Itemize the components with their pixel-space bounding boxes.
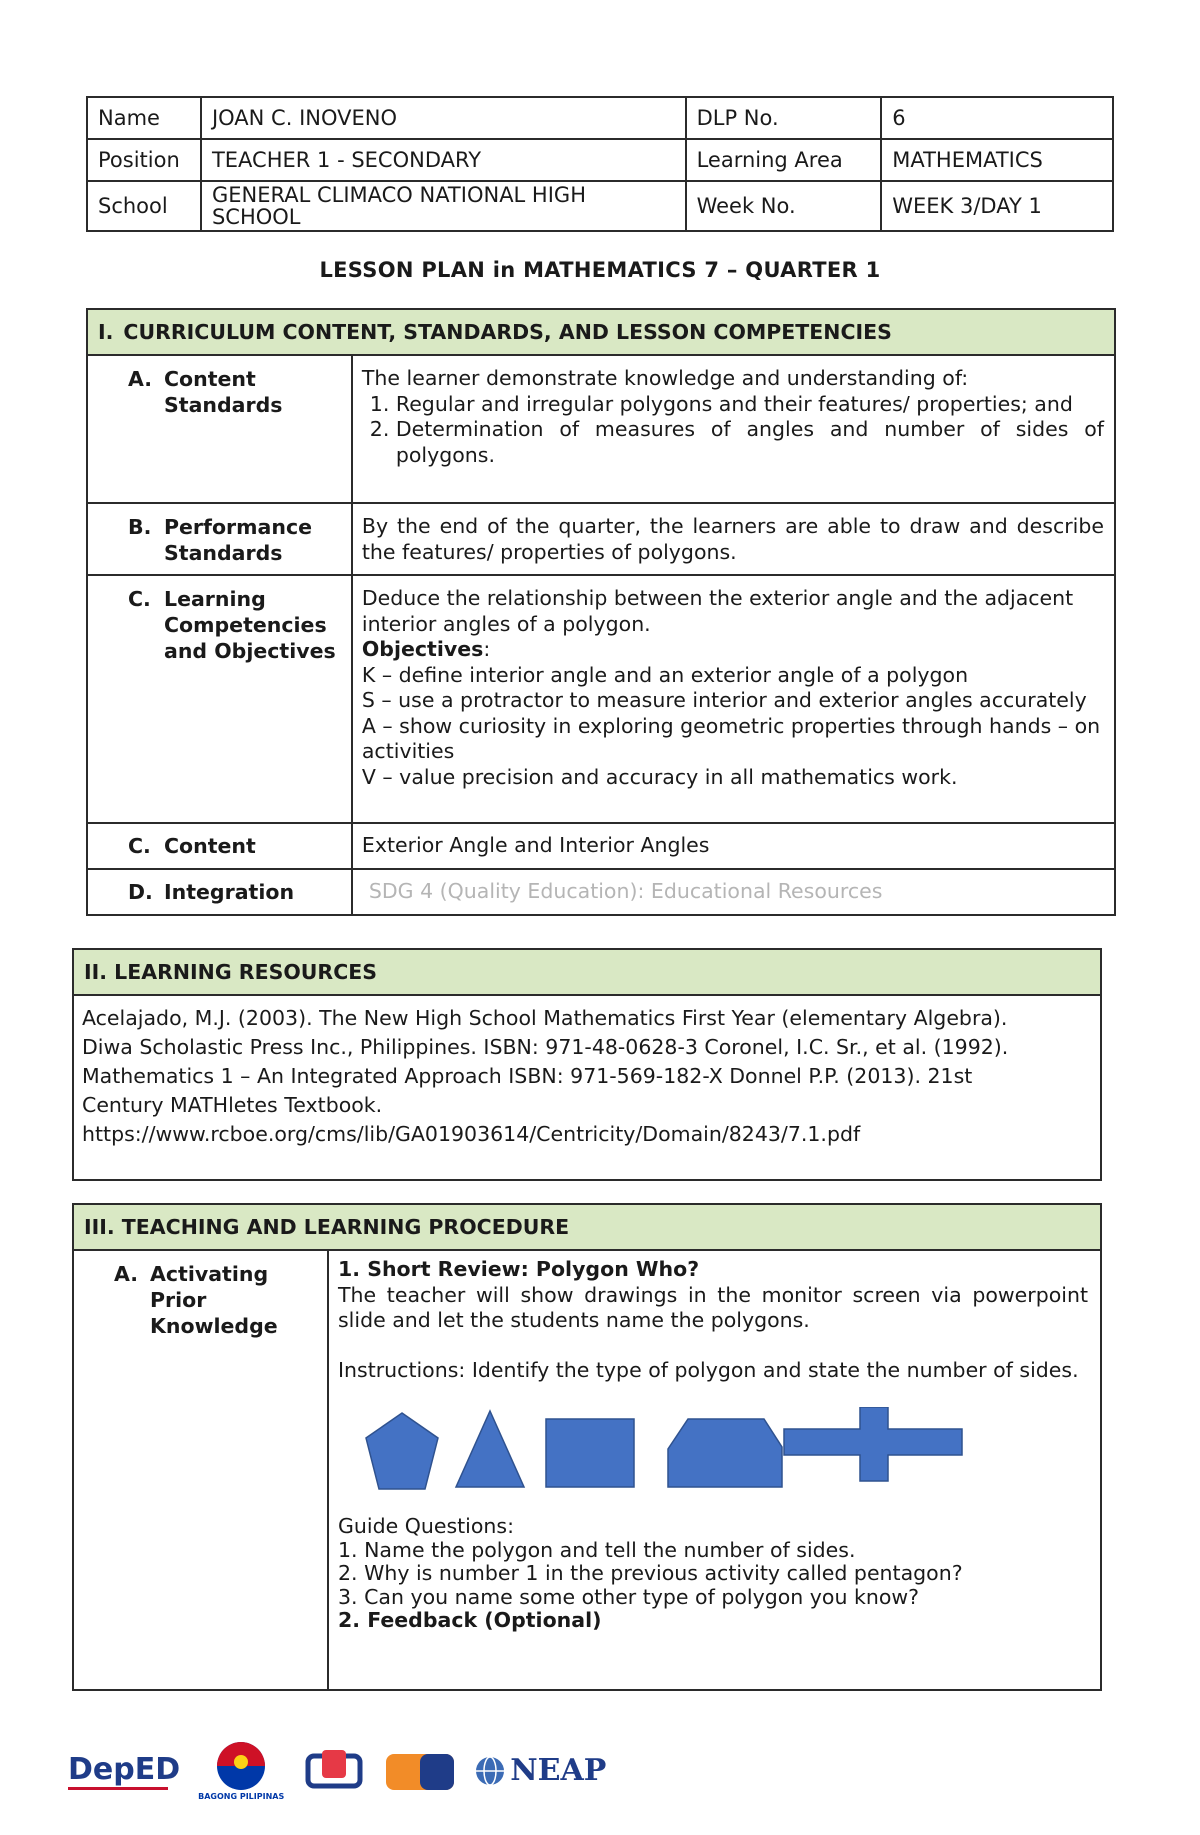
school-label: School <box>87 181 201 231</box>
feedback-title: 2. Feedback (Optional) <box>338 1608 602 1632</box>
polygon-drawings <box>338 1407 1088 1497</box>
resource-line: Diwa Scholastic Press Inc., Philippines. ISBN: 971-48-0628-3 Coronel, I.C. Sr., et al. (1992). <box>82 1035 1009 1059</box>
section1-title: CURRICULUM CONTENT, STANDARDS, AND LESSON COMPETENCIES <box>123 320 892 344</box>
section-resources <box>72 948 1102 1181</box>
resource-line: Century MATHletes Textbook. <box>82 1093 383 1117</box>
integration-value: SDG 4 (Quality Education): Educational Resources <box>352 869 1115 915</box>
activating-value <box>328 1250 1101 1690</box>
bcd-logo <box>302 1746 366 1796</box>
objective-v: V – value precision and accuracy in all mathematics work. <box>361 764 958 789</box>
integration-label: D. Integration <box>87 869 352 915</box>
bld-logo <box>384 1746 456 1796</box>
section2-heading: II. LEARNING RESOURCES <box>73 949 1101 995</box>
standard-item: 1. Regular and irregular polygons and their features/ properties; and <box>396 392 1104 418</box>
content-standards-value: The learner demonstrate knowledge and understanding of: 1. Regular and irregular polygons and their features/ properties; and 2. Determination of measures of angles and number of sides of polygons. <box>352 355 1115 503</box>
deped-logo: DepED <box>68 1752 180 1790</box>
section1-num: I. <box>98 320 114 344</box>
guide-question: 1. Name the polygon and tell the number of sides. <box>338 1537 856 1562</box>
bagong-pilipinas-logo: BAGONG PILIPINAS <box>198 1740 284 1801</box>
section1-heading <box>87 309 1115 355</box>
objective-s: S – use a protractor to measure interior and exterior angles accurately <box>361 688 1087 712</box>
week-value: WEEK 3/DAY 1 <box>881 181 1113 231</box>
dlp-value: 6 <box>881 97 1113 139</box>
bagong-pilipinas-emblem <box>204 1740 278 1792</box>
area-label: Learning Area <box>686 139 882 181</box>
review-text: The teacher will show drawings in the monitor screen via powerpoint slide and let the students name the polygons. <box>338 1282 1088 1332</box>
hexagon-shape <box>668 1419 782 1487</box>
footer-logos <box>68 1740 606 1801</box>
area-value: MATHEMATICS <box>881 139 1113 181</box>
instructions: Instructions: Identify the type of polygon and state the number of sides. <box>338 1357 1079 1382</box>
name-label: Name <box>87 97 201 139</box>
content-label: C. Content <box>87 823 352 869</box>
resources-text <box>73 995 1101 1180</box>
neap-logo: NEAP <box>474 1753 606 1788</box>
dlp-label: DLP No. <box>686 97 882 139</box>
resource-line: Mathematics 1 – An Integrated Approach ISBN: 971-569-182-X Donnel P.P. (2013). 21st <box>82 1064 973 1088</box>
content-value: Exterior Angle and Interior Angles <box>352 823 1115 869</box>
page-title: LESSON PLAN in MATHEMATICS 7 – QUARTER 1 <box>319 258 881 282</box>
competencies-value: Deduce the relationship between the exterior angle and the adjacent interior angles of a polygon. Objectives: K – define interior angle and an exterior angle of a polygon S – use a protractor to measure interior and exterior angles accurately A – show curiosity in exploring geometric properties through hands – on activities V – value precision and accuracy in all mathematics work. <box>352 575 1115 823</box>
guide-question: 3. Can you name some other type of polygon you know? <box>338 1584 920 1609</box>
content-standards-label: A. Content Standards <box>87 355 352 503</box>
objective-k: K – define interior angle and an exterior angle of a polygon <box>361 662 969 687</box>
activating-label: A. Activating Prior Knowledge <box>73 1250 328 1690</box>
guide-label: Guide Questions: <box>338 1514 514 1538</box>
competencies-label: C. Learning Competencies and Objectives <box>87 575 352 823</box>
globe-icon <box>474 1755 506 1787</box>
position-value: TEACHER 1 - SECONDARY <box>201 139 686 181</box>
name-value: JOAN C. INOVENO <box>201 97 686 139</box>
section-procedure <box>72 1203 1102 1691</box>
guide-question: 2. Why is number 1 in the previous activity called pentagon? <box>338 1561 963 1585</box>
polygon-svg <box>338 1407 1088 1497</box>
square-shape <box>546 1419 634 1487</box>
cross-shape <box>784 1407 962 1481</box>
triangle-shape <box>456 1411 524 1487</box>
school-value: GENERAL CLIMACO NATIONAL HIGH SCHOOL <box>201 181 686 231</box>
header-table <box>86 96 1114 232</box>
resource-link[interactable]: https://www.rcboe.org/cms/lib/GA01903614/Centricity/Domain/8243/7.1.pdf <box>82 1122 861 1146</box>
objective-a: A – show curiosity in exploring geometric properties through hands – on activities <box>361 713 1101 763</box>
performance-standards-label: B. Performance Standards <box>87 503 352 575</box>
standard-item: 2. Determination of measures of angles and number of sides of polygons. <box>396 417 1104 468</box>
section3-heading: III. TEACHING AND LEARNING PROCEDURE <box>73 1204 1101 1250</box>
resource-line: Acelajado, M.J. (2003). The New High School Mathematics First Year (elementary Algebra). <box>82 1006 1008 1030</box>
pentagon-shape <box>366 1413 438 1489</box>
week-label: Week No. <box>686 181 882 231</box>
objectives-label: Objectives <box>361 637 484 661</box>
section-curriculum <box>86 308 1116 916</box>
performance-standards-value: By the end of the quarter, the learners are able to draw and describe the features/ properties of polygons. <box>352 503 1115 575</box>
position-label: Position <box>87 139 201 181</box>
review-title: 1. Short Review: Polygon Who? <box>338 1257 700 1281</box>
